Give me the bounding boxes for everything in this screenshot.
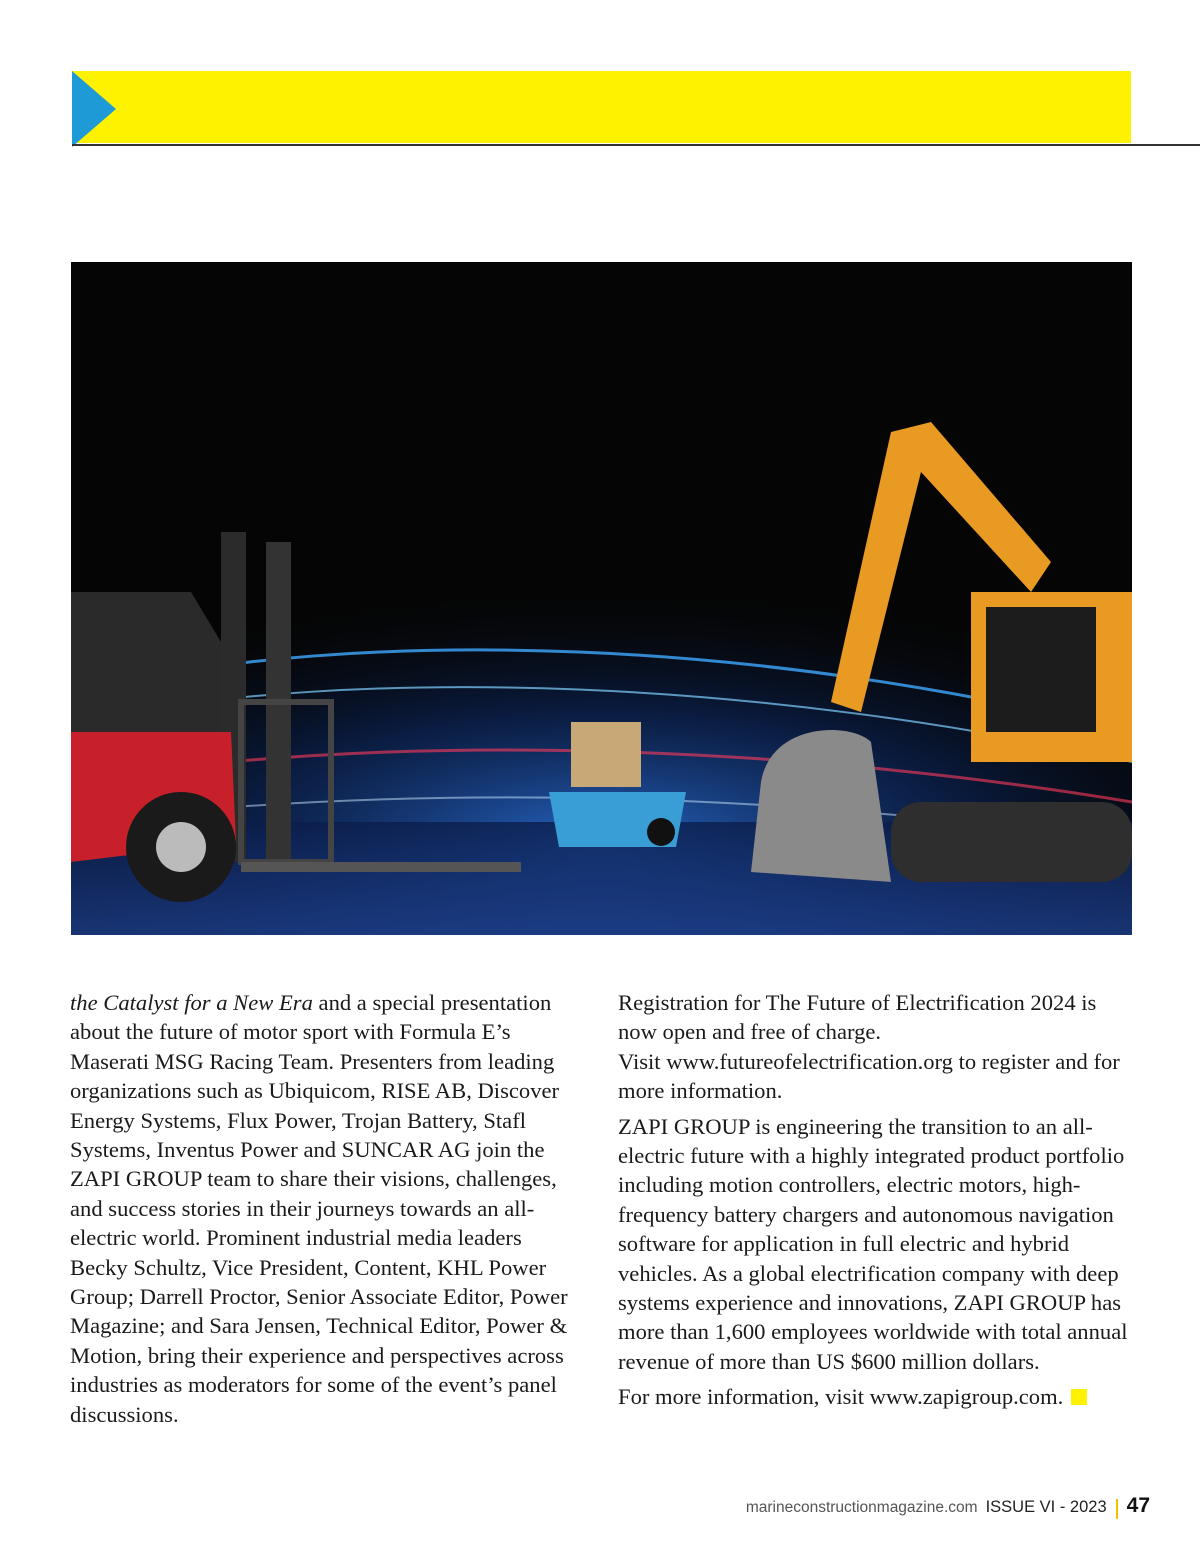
registration-line: Registration for The Future of Electrification 2024 is now open and free of charge.	[618, 990, 1097, 1045]
registration-visit-line: Visit www.futureofelectrification.org to register and for more information.	[618, 1048, 1120, 1104]
article-left-column	[70, 988, 585, 1435]
footer-separator	[1116, 1499, 1118, 1519]
lead-rest: and a special presentation about the future of motor sport with Formula E’s Maserati MSG Racing Team. Presenters from leading organizations such as Ubiquicom, RISE AB, Discover Energy Systems, Flux Power, Trojan Battery, Stafl Systems, Inventus Power and SUNCAR AG join the ZAPI GROUP team to share their visions, challenges, and success stories in their journeys towards an all-electric world. Prominent industrial media leaders Becky Schultz, Vice President, Content, KHL Power Group; Darrell Proctor, Senior Associate Editor, Power Magazine; and Sara Jensen, Technical Editor, Power & Motion, bring their experience and perspectives across industries as moderators for some of the event’s panel discussions.	[70, 990, 568, 1427]
footer-site: marineconstructionmagazine.com	[745, 1499, 978, 1516]
lead-italic: the Catalyst for a New Era	[70, 990, 313, 1015]
company-paragraph: ZAPI GROUP is engineering the transition to an all-electric future with a highly integrated product portfolio including motion controllers, electric motors, high-frequency battery chargers and autonomous navigation software for application in full electric and hybrid vehicles. As a global electrification company with deep systems experience and innovations, ZAPI GROUP has more than 1,600 employees worldwide with total annual revenue of more than US $600 million dollars.	[618, 1113, 1128, 1374]
registration-paragraph	[618, 988, 1138, 1106]
banner-arrow-icon	[72, 71, 116, 147]
end-mark-icon	[1071, 1389, 1087, 1405]
page-footer	[746, 1494, 1150, 1524]
article-right-column	[618, 988, 1138, 1418]
section-banner	[72, 71, 1131, 143]
hero-image	[71, 262, 1132, 935]
left-paragraph	[70, 988, 585, 1429]
page-number: 47	[1126, 1494, 1150, 1517]
more-info-text: For more information, visit www.zapigroup.com.	[618, 1384, 1064, 1410]
electric-vehicles-illustration	[71, 262, 1132, 935]
banner-rule	[72, 144, 1200, 146]
more-info-paragraph	[618, 1382, 1138, 1411]
footer-issue: ISSUE VI - 2023	[985, 1498, 1107, 1516]
